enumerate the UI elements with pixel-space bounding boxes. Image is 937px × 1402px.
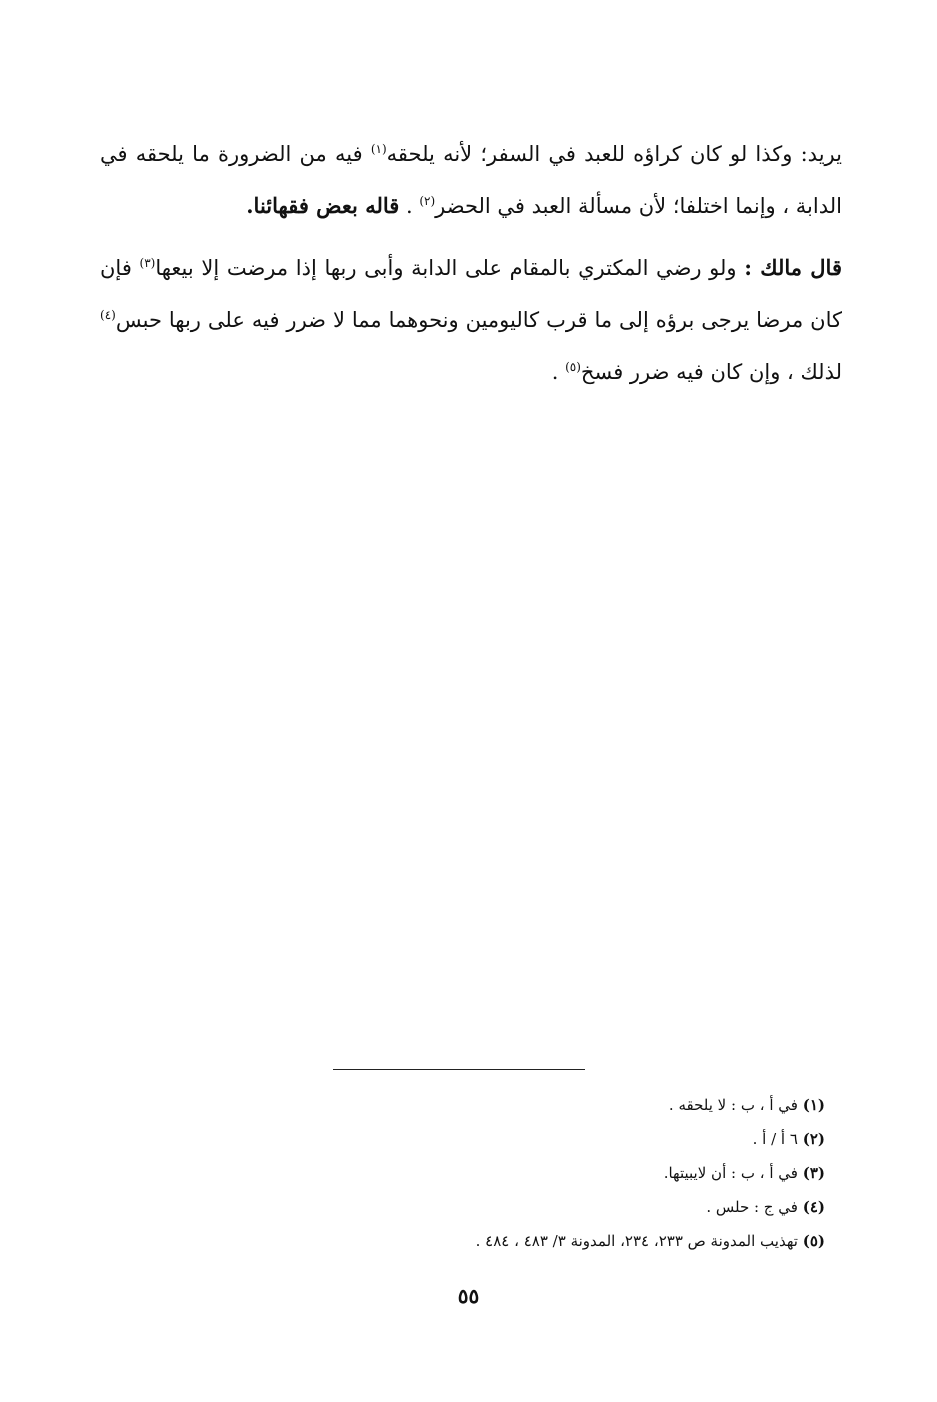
- footnote-number: (٤): [802, 1198, 825, 1216]
- footnote-text: في ج : حلس .: [706, 1198, 798, 1216]
- page-number: ٥٥: [457, 1284, 480, 1308]
- footnote-separator: [333, 1069, 585, 1070]
- footnote-4: [265, 1190, 825, 1224]
- footnote-marker-3: (٣): [139, 256, 156, 270]
- footnote-number: (٢): [802, 1130, 825, 1148]
- paragraph-2-text-d: .: [551, 360, 566, 384]
- paragraph-1-text-b: فيه من الضرورة ما يلحقه في الدابة ، وإنما اختلفا؛ لأن مسألة العبد في الحضر: [100, 142, 842, 218]
- paragraph-2-text-b: فإن كان مرضا يرجى برؤه إلى ما قرب كاليومين ونحوهما مما لا ضرر فيه على ربها حبس: [100, 256, 842, 332]
- paragraph-1-text-a: يريد: وكذا لو كان كراؤه للعبد في السفر؛ لأنه يلحقه: [386, 142, 842, 166]
- paragraph-2-text-a: ولو رضي المكتري بالمقام على الدابة وأبى ربها إذا مرضت إلا بيعها: [155, 256, 745, 280]
- footnote-3: [265, 1156, 825, 1190]
- paragraph-1-text-c: .: [405, 194, 420, 218]
- footnote-number: (٥): [802, 1232, 825, 1250]
- paragraph-1-attribution: قاله بعض فقهائنا.: [246, 193, 400, 218]
- footnote-text: ٦ أ / أ .: [752, 1130, 798, 1148]
- footnote-text: في أ ، ب : أن لايبيتها.: [663, 1164, 798, 1182]
- paragraph-2: [100, 242, 842, 398]
- footnote-number: (١): [802, 1096, 825, 1114]
- footnote-marker-5: (٥): [565, 360, 581, 374]
- footnote-marker-2: (٢): [419, 194, 436, 208]
- footnote-5: [265, 1224, 825, 1258]
- paragraph-2-text-c: لذلك ، وإن كان فيه ضرر فسخ: [580, 360, 842, 384]
- paragraph-1: [100, 128, 842, 232]
- main-text: [100, 128, 842, 398]
- footnote-1: [265, 1088, 825, 1122]
- footnotes: [265, 1088, 825, 1258]
- footnote-number: (٣): [802, 1164, 825, 1182]
- paragraph-2-speaker: قال مالك :: [744, 255, 842, 280]
- footnote-2: [265, 1122, 825, 1156]
- footnote-text: تهذيب المدونة ص ٢٣٣، ٢٣٤، المدونة ٣/ ٤٨٣ ، ٤٨٤ .: [475, 1232, 798, 1250]
- footnote-marker-4: (٤): [100, 308, 116, 322]
- footnote-marker-1: (١): [370, 142, 387, 156]
- footnote-text: في أ ، ب : لا يلحقه .: [668, 1096, 798, 1114]
